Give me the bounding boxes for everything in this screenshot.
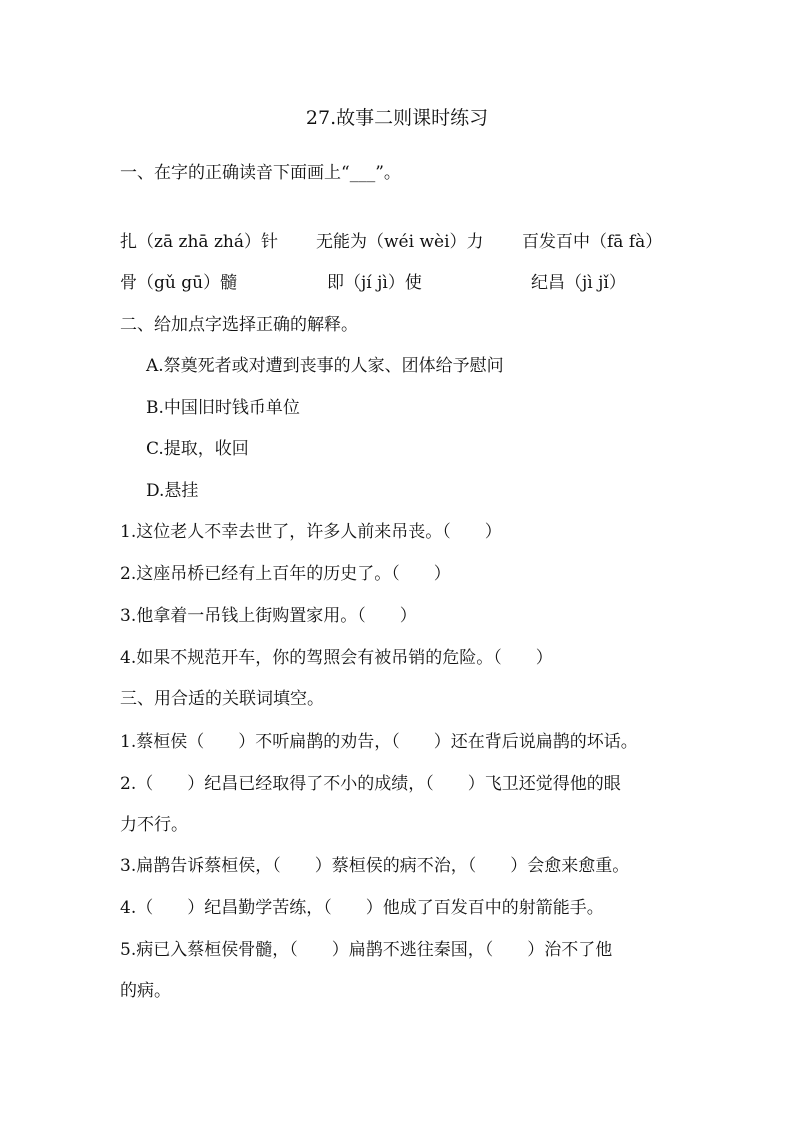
fill-line-2: 2.（ ）纪昌已经取得了不小的成绩，（ ）飞卫还觉得他的眼 — [120, 774, 621, 794]
question-2: 2.这座吊桥已经有上百年的历史了。（ ） — [120, 564, 451, 584]
option-b: B.中国旧时钱币单位 — [146, 398, 300, 418]
pinyin-item-2: 无能为（wéi wèi）力 — [316, 232, 484, 252]
pinyin-item-6: 纪昌（jì jǐ） — [531, 273, 626, 293]
page-title: 27.故事二则课时练习 — [305, 107, 489, 129]
option-c: C.提取，收回 — [146, 439, 249, 459]
option-d: D.悬挂 — [146, 481, 199, 501]
question-4: 4.如果不规范开车，你的驾照会有被吊销的危险。（ ） — [120, 648, 553, 668]
question-1: 1.这位老人不幸去世了，许多人前来吊丧。（ ） — [120, 522, 502, 542]
pinyin-item-5: 即（jí jì）使 — [327, 273, 422, 293]
option-a: A.祭奠死者或对遭到丧事的人家、团体给予慰问 — [146, 356, 504, 376]
pinyin-item-1: 扎（zā zhā zhá）针 — [120, 232, 278, 252]
section3-heading: 三、用合适的关联词填空。 — [120, 689, 324, 709]
section2-heading: 二、给加点字选择正确的解释。 — [120, 315, 358, 335]
question-3: 3.他拿着一吊钱上街购置家用。（ ） — [120, 606, 417, 626]
fill-line-1: 1.蔡桓侯（ ）不听扁鹊的劝告，（ ）还在背后说扁鹊的坏话。 — [120, 732, 638, 752]
fill-line-4: 4.（ ）纪昌勤学苦练，（ ）他成了百发百中的射箭能手。 — [120, 898, 604, 918]
pinyin-item-4: 骨（gǔ gū）髓 — [120, 273, 238, 293]
pinyin-item-3: 百发百中（fā fà） — [522, 232, 663, 252]
fill-line-3: 3.扁鹊告诉蔡桓侯，（ ）蔡桓侯的病不治，（ ）会愈来愈重。 — [120, 856, 630, 876]
fill-line-5-cont: 的病。 — [120, 981, 171, 1001]
section1-heading: 一、在字的正确读音下面画上“___”。 — [120, 163, 401, 183]
fill-line-5: 5.病已入蔡桓侯骨髓，（ ）扁鹊不逃往秦国，（ ）治不了他 — [120, 940, 613, 960]
fill-line-2-cont: 力不行。 — [120, 815, 188, 835]
